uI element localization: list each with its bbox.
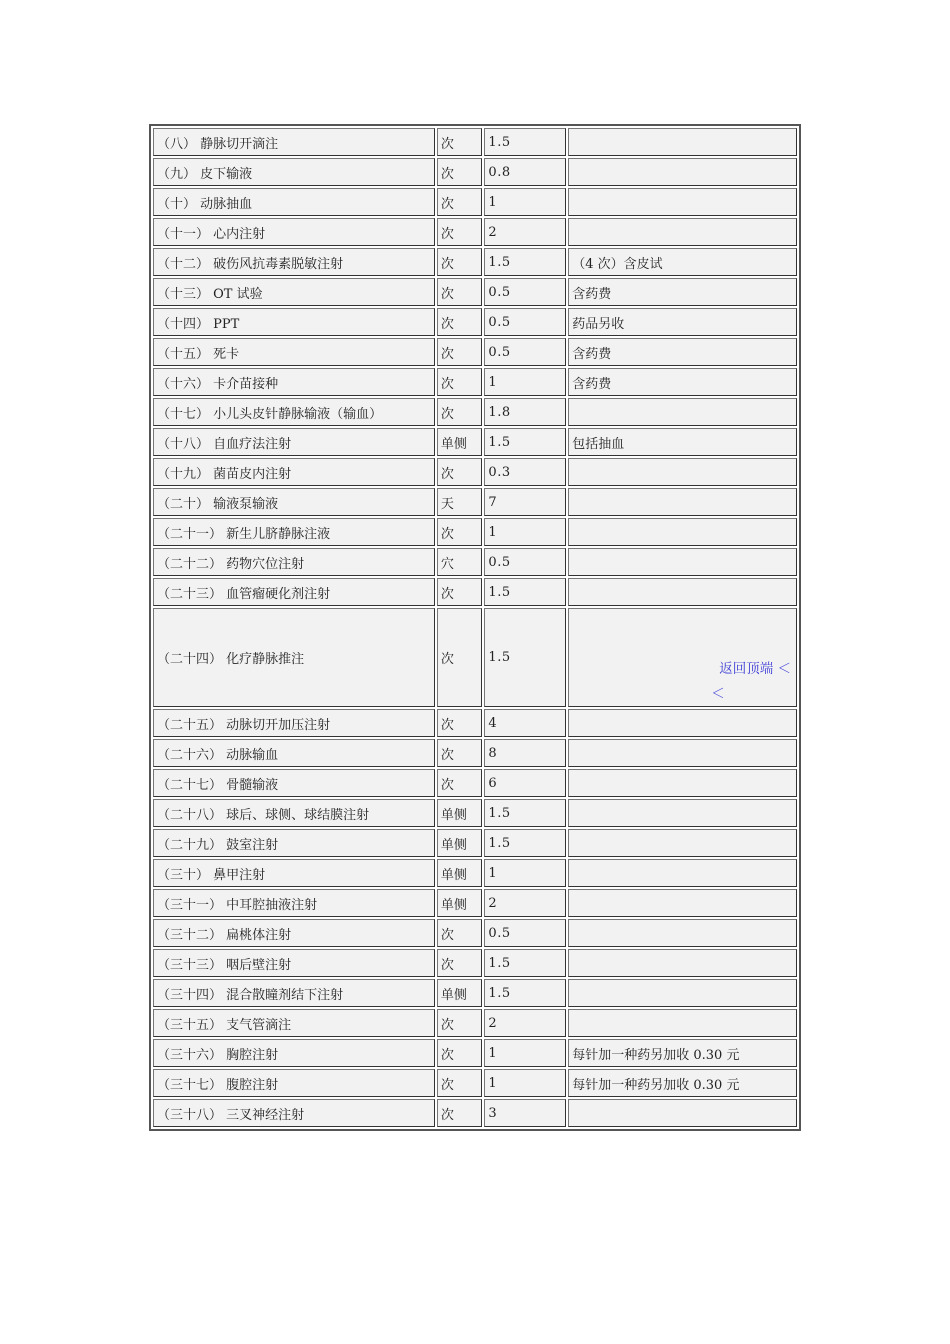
item-name-cell: （十四） PPT: [153, 308, 435, 336]
price-cell: 0.3: [484, 458, 566, 486]
price-cell: 1.5: [484, 608, 566, 707]
table-row: [153, 1069, 797, 1097]
unit-cell: 次: [437, 308, 483, 336]
table-row: [153, 278, 797, 306]
item-name-cell: （二十一） 新生儿脐静脉注液: [153, 518, 435, 546]
fee-table-body: [153, 128, 797, 1127]
unit-cell: 次: [437, 1009, 483, 1037]
unit-cell: 次: [437, 398, 483, 426]
chevron-left-icon: ＜: [711, 686, 725, 702]
table-row: [153, 128, 797, 156]
table-row: [153, 458, 797, 486]
table-row: [153, 398, 797, 426]
price-cell: 1: [484, 859, 566, 887]
note-cell: [568, 889, 797, 917]
note-cell: [568, 1009, 797, 1037]
unit-cell: 次: [437, 218, 483, 246]
unit-cell: 单侧: [437, 889, 483, 917]
note-cell: [568, 218, 797, 246]
item-name-cell: （二十五） 动脉切开加压注射: [153, 709, 435, 737]
unit-cell: 单侧: [437, 979, 483, 1007]
unit-cell: 次: [437, 919, 483, 947]
table-row: [153, 799, 797, 827]
price-cell: 1: [484, 1039, 566, 1067]
note-cell: 包括抽血: [568, 428, 797, 456]
table-row: [153, 578, 797, 606]
table-row: [153, 158, 797, 186]
unit-cell: 天: [437, 488, 483, 516]
unit-cell: 次: [437, 278, 483, 306]
note-cell: [568, 158, 797, 186]
item-name-cell: （二十三） 血管瘤硬化剂注射: [153, 578, 435, 606]
price-cell: 1: [484, 1069, 566, 1097]
item-name-cell: （八） 静脉切开滴注: [153, 128, 435, 156]
unit-cell: 次: [437, 368, 483, 396]
note-cell: [568, 548, 797, 576]
item-name-cell: （三十二） 扁桃体注射: [153, 919, 435, 947]
table-row: [153, 769, 797, 797]
item-name-cell: （三十） 鼻甲注射: [153, 859, 435, 887]
note-cell: [568, 829, 797, 857]
price-cell: 8: [484, 739, 566, 767]
table-row: [153, 889, 797, 917]
price-cell: 7: [484, 488, 566, 516]
price-cell: 6: [484, 769, 566, 797]
item-name-cell: （二十） 输液泵输液: [153, 488, 435, 516]
unit-cell: 次: [437, 709, 483, 737]
price-cell: 1.5: [484, 128, 566, 156]
price-cell: 2: [484, 1009, 566, 1037]
price-cell: 1.5: [484, 578, 566, 606]
item-name-cell: （十二） 破伤风抗毒素脱敏注射: [153, 248, 435, 276]
back-to-top-label: 返回顶端: [719, 661, 774, 677]
table-row: [153, 1099, 797, 1127]
note-cell: [568, 769, 797, 797]
item-name-cell: （十六） 卡介苗接种: [153, 368, 435, 396]
unit-cell: 单侧: [437, 428, 483, 456]
table-row: [153, 338, 797, 366]
unit-cell: 穴: [437, 548, 483, 576]
table-row: [153, 608, 797, 707]
table-row: [153, 548, 797, 576]
item-name-cell: （十） 动脉抽血: [153, 188, 435, 216]
price-cell: 0.5: [484, 308, 566, 336]
note-cell: 含药费: [568, 278, 797, 306]
price-cell: 1.5: [484, 829, 566, 857]
item-name-cell: （十九） 菌苗皮内注射: [153, 458, 435, 486]
unit-cell: 次: [437, 188, 483, 216]
unit-cell: 次: [437, 248, 483, 276]
unit-cell: 次: [437, 949, 483, 977]
table-row: [153, 308, 797, 336]
item-name-cell: （九） 皮下输液: [153, 158, 435, 186]
price-cell: 1.8: [484, 398, 566, 426]
table-row: [153, 739, 797, 767]
unit-cell: 次: [437, 739, 483, 767]
price-cell: 0.5: [484, 338, 566, 366]
price-cell: 0.5: [484, 548, 566, 576]
unit-cell: 单侧: [437, 829, 483, 857]
note-cell: [568, 709, 797, 737]
price-cell: 0.5: [484, 919, 566, 947]
item-name-cell: （三十三） 咽后壁注射: [153, 949, 435, 977]
item-name-cell: （十七） 小儿头皮针静脉输液（输血）: [153, 398, 435, 426]
table-row: [153, 949, 797, 977]
item-name-cell: （二十七） 骨髓输液: [153, 769, 435, 797]
item-name-cell: （十三） OT 试验: [153, 278, 435, 306]
item-name-cell: （三十六） 胸腔注射: [153, 1039, 435, 1067]
price-cell: 3: [484, 1099, 566, 1127]
unit-cell: 单侧: [437, 859, 483, 887]
price-cell: 1.5: [484, 248, 566, 276]
item-name-cell: （三十四） 混合散瞳剂结下注射: [153, 979, 435, 1007]
note-cell: [568, 979, 797, 1007]
unit-cell: 次: [437, 518, 483, 546]
unit-cell: 单侧: [437, 799, 483, 827]
table-row: [153, 188, 797, 216]
note-cell: 含药费: [568, 368, 797, 396]
unit-cell: 次: [437, 1099, 483, 1127]
price-cell: 1.5: [484, 949, 566, 977]
price-cell: 0.8: [484, 158, 566, 186]
fee-table: [149, 124, 801, 1131]
item-name-cell: （二十九） 鼓室注射: [153, 829, 435, 857]
note-cell: 每针加一种药另加收 0.30 元: [568, 1039, 797, 1067]
unit-cell: 次: [437, 1039, 483, 1067]
chevron-left-icon: ＜: [773, 661, 792, 677]
unit-cell: 次: [437, 1069, 483, 1097]
table-row: [153, 368, 797, 396]
note-cell: [568, 949, 797, 977]
table-row: [153, 709, 797, 737]
note-cell: 含药费: [568, 338, 797, 366]
table-row: [153, 829, 797, 857]
table-row: [153, 518, 797, 546]
item-name-cell: （十五） 死卡: [153, 338, 435, 366]
note-cell: [568, 458, 797, 486]
item-name-cell: （三十七） 腹腔注射: [153, 1069, 435, 1097]
table-row: [153, 218, 797, 246]
table-row: [153, 1009, 797, 1037]
note-cell: [568, 518, 797, 546]
unit-cell: 次: [437, 578, 483, 606]
note-cell: [568, 608, 797, 707]
back-to-top-link[interactable]: [711, 657, 797, 707]
note-cell: [568, 398, 797, 426]
item-name-cell: （十一） 心内注射: [153, 218, 435, 246]
item-name-cell: （二十八） 球后、球侧、球结膜注射: [153, 799, 435, 827]
price-cell: 1: [484, 368, 566, 396]
item-name-cell: （三十八） 三叉神经注射: [153, 1099, 435, 1127]
table-row: [153, 919, 797, 947]
item-name-cell: （三十五） 支气管滴注: [153, 1009, 435, 1037]
note-cell: [568, 128, 797, 156]
item-name-cell: （二十二） 药物穴位注射: [153, 548, 435, 576]
item-name-cell: （三十一） 中耳腔抽液注射: [153, 889, 435, 917]
unit-cell: 次: [437, 458, 483, 486]
note-cell: [568, 188, 797, 216]
table-row: [153, 248, 797, 276]
table-row: [153, 859, 797, 887]
unit-cell: 次: [437, 338, 483, 366]
item-name-cell: （二十四） 化疗静脉推注: [153, 608, 435, 707]
note-cell: [568, 578, 797, 606]
price-cell: 2: [484, 218, 566, 246]
unit-cell: 次: [437, 769, 483, 797]
table-row: [153, 1039, 797, 1067]
price-cell: 2: [484, 889, 566, 917]
table-row: [153, 979, 797, 1007]
note-cell: 每针加一种药另加收 0.30 元: [568, 1069, 797, 1097]
table-row: [153, 428, 797, 456]
unit-cell: 次: [437, 608, 483, 707]
price-cell: 4: [484, 709, 566, 737]
unit-cell: 次: [437, 158, 483, 186]
item-name-cell: （二十六） 动脉输血: [153, 739, 435, 767]
note-cell: [568, 739, 797, 767]
table-row: [153, 488, 797, 516]
price-cell: 1: [484, 518, 566, 546]
price-cell: 0.5: [484, 278, 566, 306]
note-cell: 药品另收: [568, 308, 797, 336]
item-name-cell: （十八） 自血疗法注射: [153, 428, 435, 456]
unit-cell: 次: [437, 128, 483, 156]
price-cell: 1.5: [484, 979, 566, 1007]
price-cell: 1.5: [484, 799, 566, 827]
note-cell: [568, 859, 797, 887]
price-cell: 1: [484, 188, 566, 216]
note-cell: （4 次）含皮试: [568, 248, 797, 276]
price-cell: 1.5: [484, 428, 566, 456]
note-cell: [568, 919, 797, 947]
note-cell: [568, 1099, 797, 1127]
note-cell: [568, 488, 797, 516]
note-cell: [568, 799, 797, 827]
